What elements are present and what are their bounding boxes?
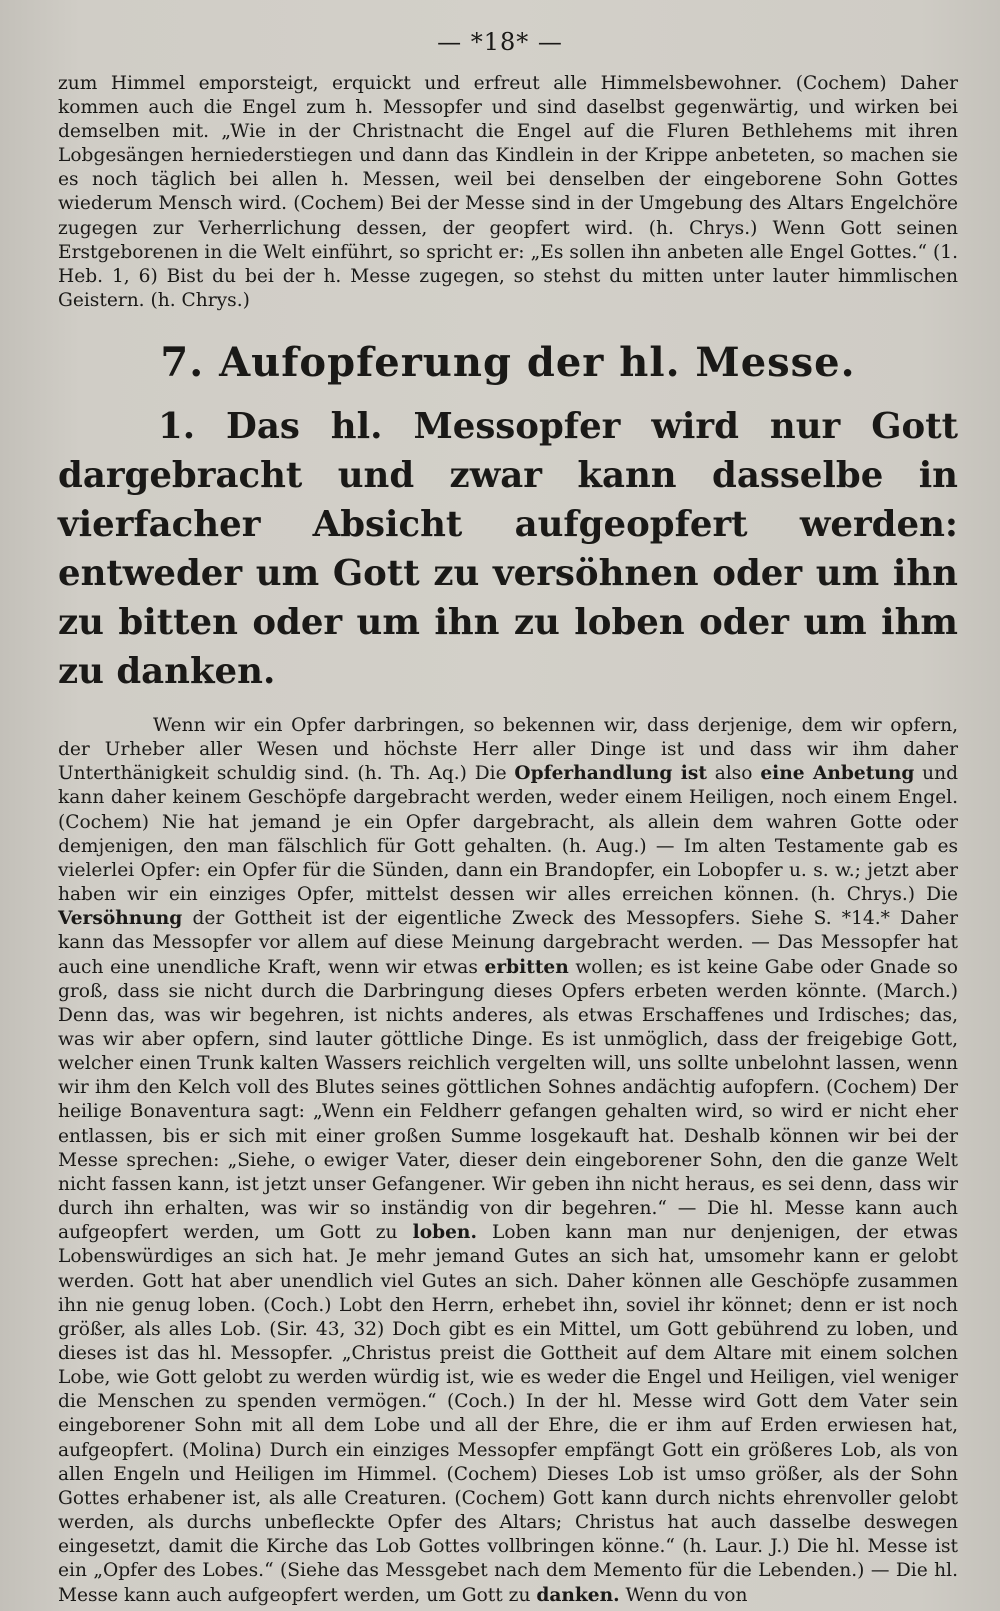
body-text: und kann daher keinem Geschöpfe dargebracht werden, weder einem Heiligen, noch einem Engel. (Cochem) Nie hat jemand je ein Opfer dargebracht, als allein dem wahren Gotte oder demjenigen, den man fälschlich für Gott gehalten. (h. Aug.) — Im alten Testamente gab es vielerlei Opfer: ein Opfer für die Sünden, dann ein Brandopfer, ein Lobopfer u. s. w.; jetzt aber haben wir ein einziges Opfer, mittelst dessen wir alles erreichen können. (h. Chrys.) Die xyxy=(58,763,959,906)
intro-paragraph: zum Himmel emporsteigt, erquickt und erfreut alle Himmelsbewohner. (Cochem) Daher kommen auch die Engel zum h. Messopfer und sind daselbst gegenwärtig, und wirken bei demselben mit. „Wie in der Christnacht die Engel auf die Fluren Bethlehems mit ihren Lobgesängen herniederstiegen und dann das Kindlein in der Krippe anbeteten, so machen sie es noch täglich bei allen h. Messen, weil bei denselben der eingeborene Sohn Gottes wiederum Mensch wird. (Cochem) Bei der Messe sind in der Umgebung des Altars Engelchöre zugegen zur Verherrlichung dessen, der geopfert wird. (h. Chrys.) Wenn Gott seinen Erstgeborenen in die Welt einführt, so spricht er: „Es sollen ihn anbeten alle Engel Gottes.“ (1. Heb. 1, 6) Bist du bei der h. Messe zugegen, so stehst du mitten unter lauter himmlischen Geistern. (h. Chrys.) xyxy=(58,73,958,311)
emphasis-opferhandlung: Opferhandlung ist xyxy=(514,763,707,785)
emphasis-danken: danken. xyxy=(536,1584,620,1606)
body-text: also xyxy=(706,763,761,785)
body-text: Loben kann man nur denjenigen, der etwas Lobenswürdiges an sich hat. Je mehr jemand Gutes an sich hat, umsomehr kann er gelobt werden. Gott hat aber unendlich viel Gutes an sich. Daher können alle Geschöpfe zusammen ihn nie genug loben. (Coch.) Lobt den Herrn, erhebet ihn, soviel ihr könnet; denn er ist noch größer, als alles Lob. (Sir. 43, 32) Doch gibt es ein Mittel, um Gott gebührend zu loben, und dieses ist das hl. Messopfer. „Christus preist die Gottheit auf dem Altare mit einem solchen Lobe, wie Gott gelobt zu werden würdig ist, wie es weder die Engel und Heiligen, viel weniger die Menschen zu spenden vermögen.“ (Coch.) In der hl. Messe wird Gott dem Vater sein eingeborener Sohn mit all dem Lobe und all der Ehre, die er ihm auf Erden erwiesen hat, aufgeopfert. (Molina) Durch ein einziges Messopfer empfängt Gott ein größeres Lob, als von allen Engeln und Heiligen im Himmel. (Cochem) Dieses Lob ist umso größer, als der Sohn Gottes erhabener ist, als alle Creaturen. (Cochem) Gott kann durch nichts ehrenvoller gelobt werden, als durchs unbefleckte Opfer des Altars; Christus hat auch dasselbe deswegen eingesetzt, damit die Kirche das Lob Gottes vollbringen könne.“ (h. Laur. J.) Die hl. Messe ist ein „Opfer des Lobes.“ (Siehe das Messgebet nach dem Memento für die Lebenden.) — Die hl. Messe kann auch aufgeopfert werden, um Gott zu xyxy=(58,1222,958,1606)
emphasis-loben: loben. xyxy=(412,1222,477,1244)
section-heading: 7. Aufopferung der hl. Messe. xyxy=(160,338,856,386)
emphasis-erbitten: erbitten xyxy=(484,956,569,978)
body-text: wollen; es ist keine Gabe oder Gnade so groß, dass sie nicht durch die Darbringung dieses Opfers erbeten werden könnte. (March.) Denn das, was wir begehren, ist nichts anderes, als etwas Erschaffenes und Irdisches; das, was wir aber opfern, sind lauter göttliche Dinge. Es ist unmöglich, dass der freigebige Gott, welcher einen Trunk kalten Wassers reichlich vergelten will, uns sollte unbelohnt lassen, wenn wir ihm den Kelch voll des Blutes seines göttlichen Sohnes andächtig aufopfern. (Cochem) Der heilige Bonaventura sagt: „Wenn ein Feldherr gefangen gehalten wird, so wird er nicht eher entlassen, bis er sich mit einer großen Summe losgekauft hat. Deshalb können wir bei der Messe sprechen: „Siehe, o ewiger Vater, dieser dein eingeborener Sohn, den die ganze Welt nicht fassen kann, ist jetzt unser Gefangener. Wir geben ihn nicht heraus, es sei denn, dass wir durch ihn erhalten, was wir so inständig von dir begehren.“ — Die hl. Messe kann auch aufgeopfert werden, um Gott zu xyxy=(58,956,958,1244)
page-content xyxy=(58,72,958,1608)
body-text: Wenn du von xyxy=(619,1584,748,1606)
emphasis-anbetung: eine Anbetung xyxy=(760,763,915,785)
page-number: — *18* — xyxy=(437,28,563,56)
body-text: Wenn wir ein Opfer darbringen, so bekennen wir, dass derjenige, dem wir opfern, der Urheber aller Wesen und höchste Herr aller Dinge ist und dass wir ihm daher Unterthänigkeit schuldig sind. (h. Th. Aq.) Die xyxy=(58,714,958,785)
body-text: der Gottheit ist der eigentliche Zweck des Messopfers. Siehe S. *14.* Daher kann das Messopfer vor allem auf diese Meinung dargebracht werden. — Das Messopfer hat auch eine unendliche Kraft, wenn wir etwas xyxy=(58,908,958,978)
body-paragraph xyxy=(58,714,958,1608)
emphasis-versoehnung: Versöhnung xyxy=(58,908,183,930)
lead-statement: 1. Das hl. Messopfer wird nur Gott dargebracht und zwar kann dasselbe in vierfacher Absicht aufgeopfert werden: entweder um Gott zu versöhnen oder um ihn zu bitten oder um ihn zu loben oder um ihm zu danken. xyxy=(58,405,958,692)
